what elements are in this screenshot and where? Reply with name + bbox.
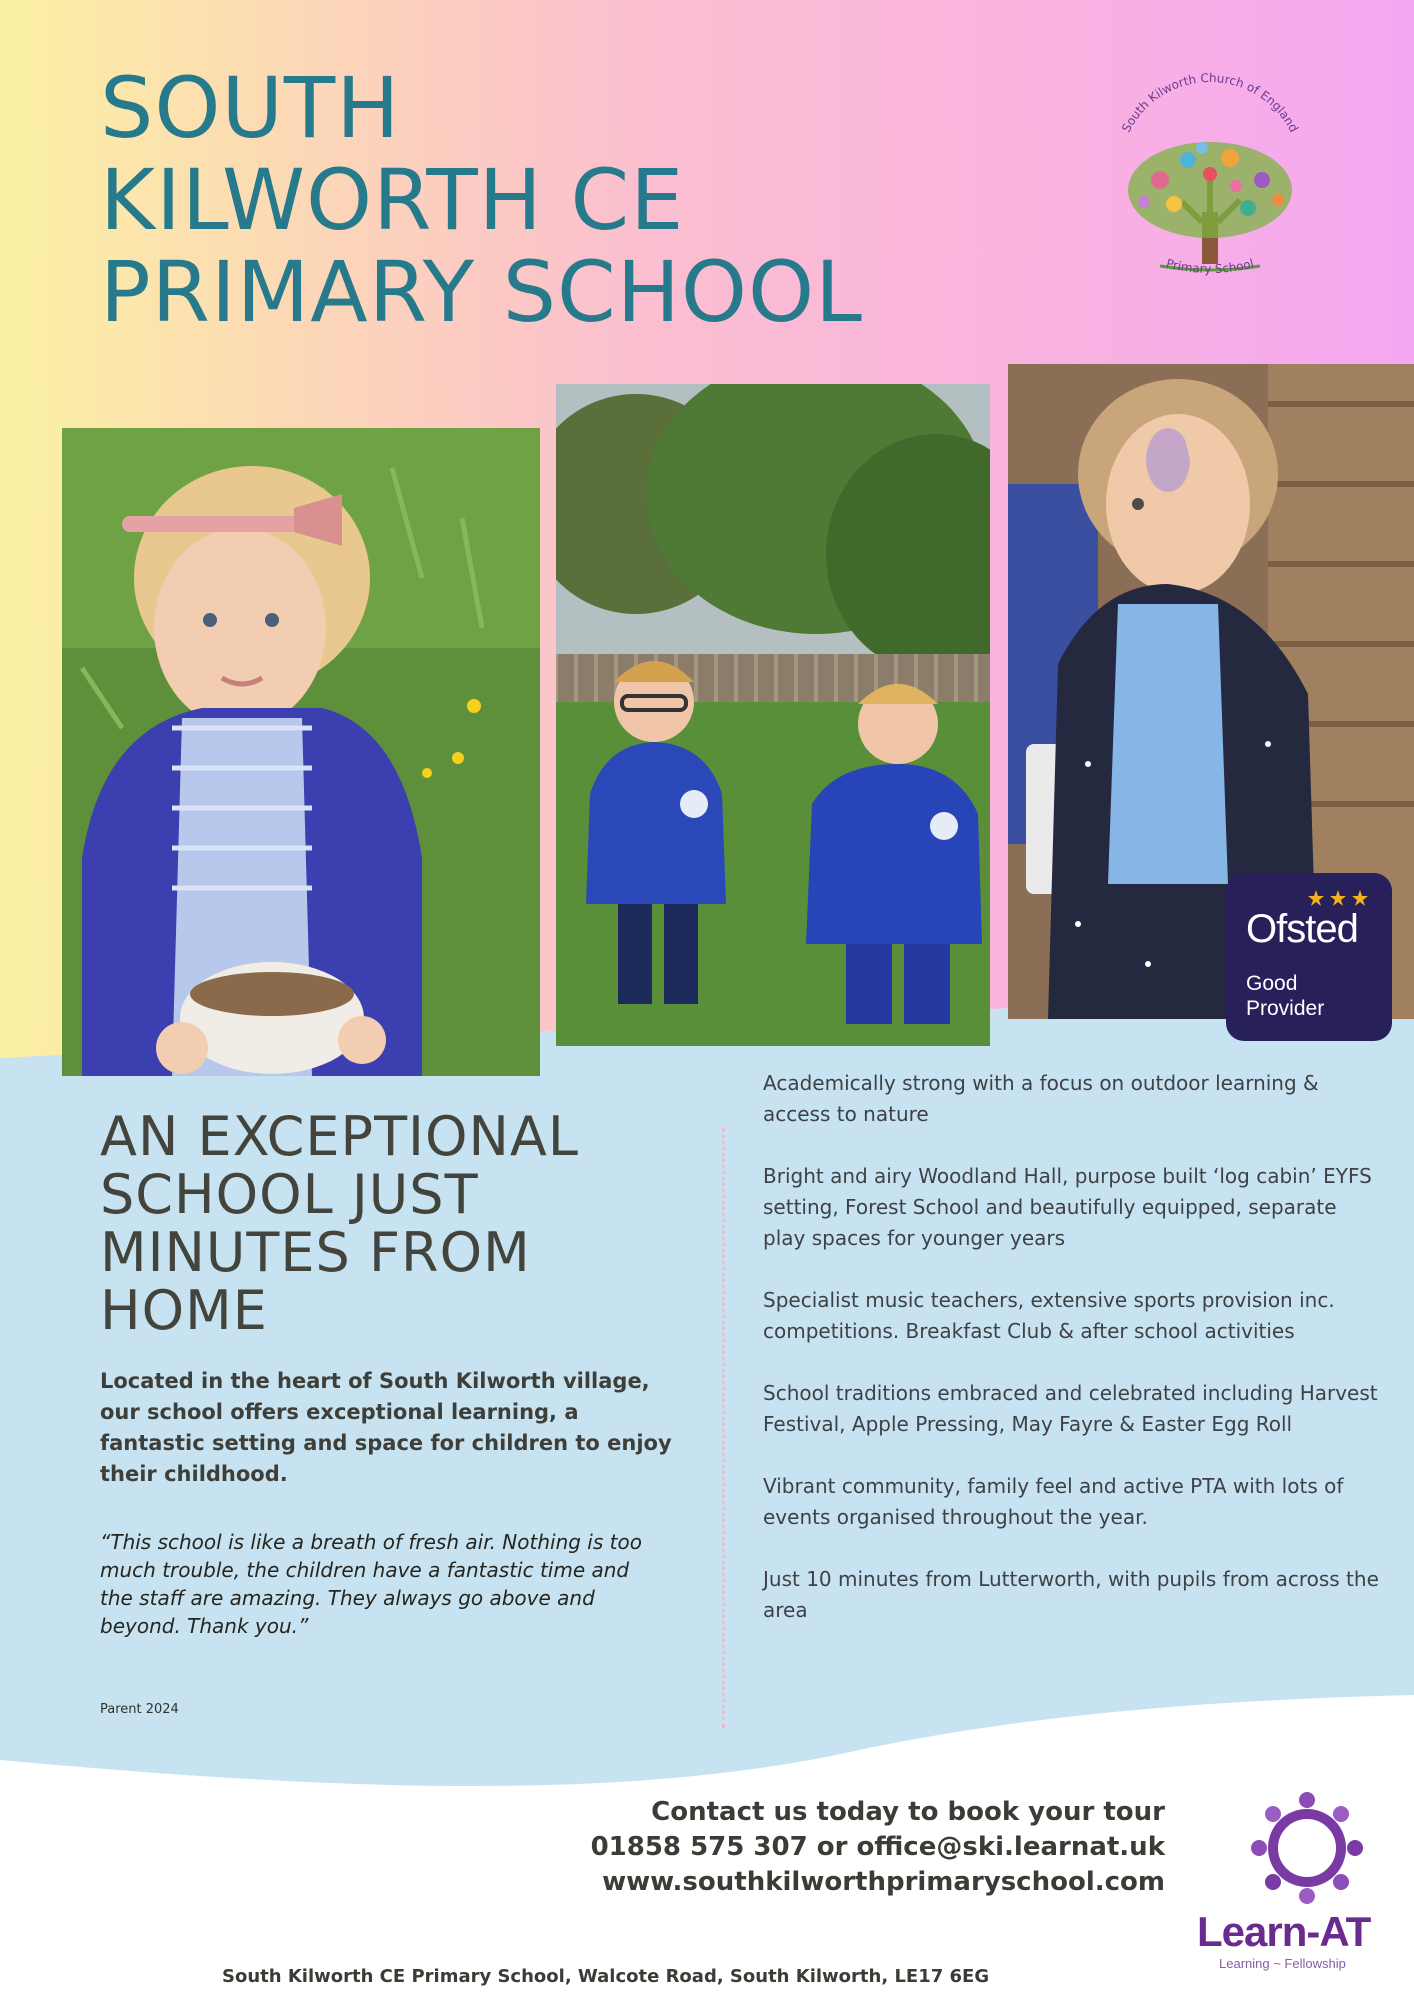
ofsted-rating-line: Provider [1246,997,1325,1020]
photo-girl-with-cup [62,428,540,1076]
school-logo [1090,62,1330,302]
parent-quote: “This school is like a breath of fresh air. Nothing is too much trouble, the children have a fantastic time and the staff are amazing. They always go above and beyond. Thank you.” [100,1530,642,1638]
column-divider [722,1128,725,1728]
heading-line: HOME [100,1279,268,1342]
intro-paragraph: Located in the heart of South Kilworth village, our school offers exceptional learning, a fantastic setting and space for children to enjoy their childhood. [100,1369,672,1486]
heading-line: MINUTES FROM [100,1221,531,1284]
ofsted-rating [1246,971,1324,1021]
title-line: PRIMARY SCHOOL [100,243,863,341]
feature-list [763,1068,1383,1657]
heading-line: AN EXCEPTIONAL [100,1105,579,1168]
contact-website[interactable]: www.southkilworthprimaryschool.com [602,1867,1165,1897]
feature-item: Specialist music teachers, extensive sports provision inc. competitions. Breakfast Club & after school activities [763,1288,1335,1343]
learnat-wordmark: Learn-AT [1197,1908,1371,1955]
ofsted-badge [1226,873,1392,1041]
learnat-logo [1197,1790,1397,1970]
ofsted-stars-icon [1308,887,1378,909]
contact-phone-email[interactable]: 01858 575 307 or office@ski.learnat.uk [590,1832,1165,1862]
logo-bottom-text: Primary School [1164,256,1256,277]
feature-item: Bright and airy Woodland Hall, purpose built ‘log cabin’ EYFS setting, Forest School and beautifully equipped, separate play spaces for younger years [763,1164,1372,1250]
quote-author: Parent 2024 [100,1702,179,1717]
learnat-tagline: Learning ~ Fellowship [1219,1956,1346,1971]
ofsted-name: Ofsted [1246,907,1358,951]
feature-item: Just 10 minutes from Lutterworth, with pupils from across the area [763,1567,1379,1622]
photo-boys-running [556,384,990,1046]
ofsted-rating-line: Good [1246,972,1298,995]
feature-item: School traditions embraced and celebrated including Harvest Festival, Apple Pressing, May Fayre & Easter Egg Roll [763,1381,1378,1436]
title-line: KILWORTH CE [100,151,685,249]
school-title [100,59,863,341]
contact-block [460,1795,1165,1900]
learnat-people-icon [1197,1790,1397,1910]
title-line: SOUTH [100,59,401,157]
contact-cta: Contact us today to book your tour [651,1797,1165,1827]
main-heading [100,1105,700,1342]
feature-item: Academically strong with a focus on outdoor learning & access to nature [763,1071,1319,1126]
feature-item: Vibrant community, family feel and active PTA with lots of events organised throughout the year. [763,1474,1344,1529]
svg-text:South Kilworth Church of Engla [1119,71,1301,135]
logo-top-text: South Kilworth Church of England [1119,70,1301,135]
heading-line: SCHOOL JUST [100,1163,479,1226]
school-address: South Kilworth CE Primary School, Walcote Road, South Kilworth, LE17 6EG [222,1966,990,1987]
